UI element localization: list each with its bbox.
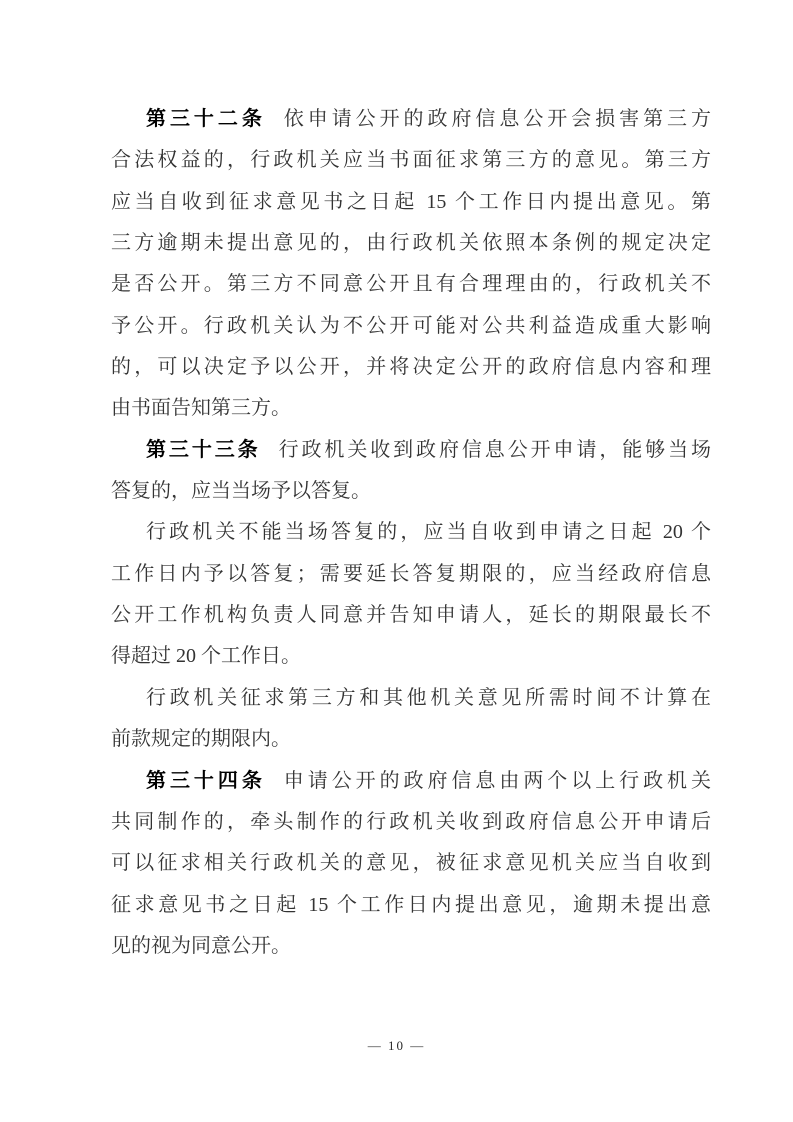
page-number: — 10 — (367, 1038, 426, 1053)
text-line (111, 264, 711, 305)
line-text: 应当自收到征求意见书之日起 15 个工作日内提出意见。第 (111, 190, 711, 213)
text-line (111, 347, 711, 388)
line-text: 共同制作的，牵头制作的行政机关收到政府信息公开申请后 (111, 810, 711, 833)
article-number: 第三十四条 (146, 769, 266, 792)
text-line (111, 843, 711, 884)
article-number: 第三十三条 (146, 438, 261, 461)
line-text: 行政机关不能当场答复的，应当自收到申请之日起 20 个 (146, 521, 711, 544)
text-line (111, 595, 711, 636)
line-text: 依申请公开的政府信息公开会损害第三方 (283, 108, 712, 130)
text-line (111, 885, 711, 926)
text-line (111, 926, 711, 967)
text-line (111, 430, 711, 471)
line-text: 工作日内予以答复；需要延长答复期限的，应当经政府信息 (111, 562, 711, 585)
line-text: 行政机关征求第三方和其他机关意见所需时间不计算在 (146, 686, 711, 709)
line-text: 由书面告知第三方。 (111, 397, 291, 420)
page-footer (0, 1036, 793, 1056)
line-text: 的，可以决定予以公开，并将决定公开的政府信息内容和理 (111, 356, 711, 379)
line-text: 前款规定的期限内。 (111, 728, 291, 751)
text-line (111, 554, 711, 595)
text-line (111, 388, 711, 429)
article-number: 第三十二条 (146, 108, 266, 130)
text-line (111, 678, 711, 719)
line-text: 征求意见书之日起 15 个工作日内提出意见，逾期未提出意 (111, 893, 711, 916)
text-line (111, 512, 711, 553)
line-text: 行政机关收到政府信息公开申请，能够当场 (278, 438, 712, 461)
document-body (111, 99, 711, 967)
text-line (111, 182, 711, 223)
line-text: 合法权益的，行政机关应当书面征求第三方的意见。第三方 (111, 149, 711, 172)
text-line (111, 636, 711, 677)
text-line (111, 99, 711, 140)
line-text: 可以征求相关行政机关的意见，被征求意见机关应当自收到 (111, 852, 711, 875)
text-line (111, 140, 711, 181)
text-line (111, 802, 711, 843)
line-text: 予公开。行政机关认为不公开可能对公共利益造成重大影响 (111, 314, 711, 337)
line-text: 申请公开的政府信息由两个以上行政机关 (283, 769, 712, 792)
line-text: 三方逾期未提出意见的，由行政机关依照本条例的规定决定 (111, 232, 711, 255)
text-line (111, 719, 711, 760)
text-line (111, 761, 711, 802)
text-line (111, 306, 711, 347)
line-text: 得超过 20 个工作日。 (111, 645, 301, 668)
text-line (111, 223, 711, 264)
line-text: 答复的，应当当场予以答复。 (111, 480, 371, 503)
line-text: 见的视为同意公开。 (111, 934, 291, 957)
line-text: 公开工作机构负责人同意并告知申请人，延长的期限最长不 (111, 604, 711, 627)
text-line (111, 471, 711, 512)
line-text: 是否公开。第三方不同意公开且有合理理由的，行政机关不 (111, 273, 711, 296)
